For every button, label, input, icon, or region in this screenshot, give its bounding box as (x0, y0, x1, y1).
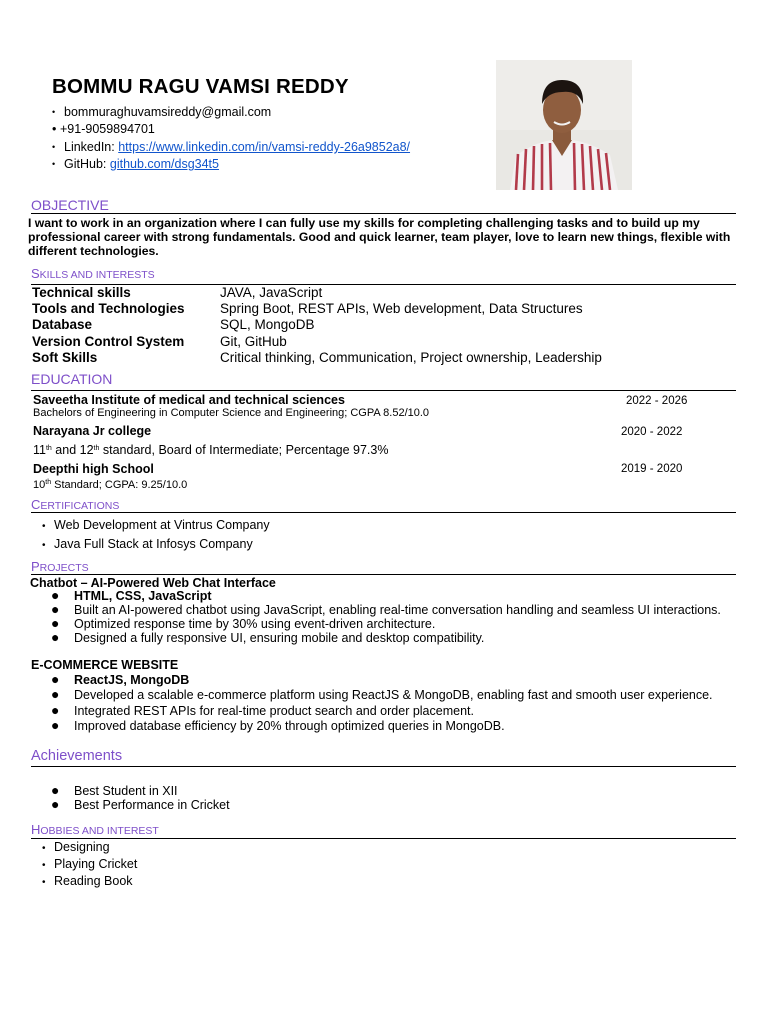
education-years: 2020 - 2022 (621, 426, 683, 438)
education-institution: Deepthi high School (33, 462, 154, 476)
projects-heading (31, 559, 89, 574)
achievement-item (51, 798, 230, 812)
project-tech (51, 589, 212, 603)
projects-heading-initial: P (31, 559, 40, 574)
achievement-text: Best Student in XII (74, 784, 178, 798)
detail-part: and 12 (51, 443, 94, 457)
bullet-icon: • (42, 877, 46, 888)
detail-sup: th (45, 445, 52, 452)
project-point-text: Designed a fully responsive UI, ensuring mobile and desktop compatibility. (74, 631, 485, 645)
skill-key: Soft Skills (32, 349, 98, 365)
disc-bullet-icon: ● (51, 671, 60, 687)
project-tech (51, 673, 189, 687)
project-point-text: Built an AI-powered chatbot using JavaScript, enabling real-time conversation handling and seamless UI interactions. (74, 603, 721, 617)
education-detail (33, 443, 388, 457)
bullet-icon: • (42, 540, 46, 551)
project-point (51, 617, 435, 631)
certification-text: Web Development at Vintrus Company (54, 518, 270, 532)
hobbies-divider (31, 838, 736, 839)
objective-heading: OBJECTIVE (31, 197, 109, 213)
disc-bullet-icon: ● (51, 782, 60, 798)
profile-photo (496, 60, 632, 190)
detail-part: 10 (33, 479, 46, 491)
education-institution: Narayana Jr college (33, 424, 152, 438)
phone-text: +91-9059894701 (60, 122, 155, 136)
linkedin-label: LinkedIn: (64, 140, 115, 154)
hobby-text: Designing (54, 840, 110, 854)
certifications-heading-initial: C (31, 497, 41, 512)
achievement-text: Best Performance in Cricket (74, 798, 230, 812)
certifications-divider (31, 512, 736, 513)
education-years: 2022 - 2026 (626, 395, 688, 407)
detail-part: 11 (33, 443, 46, 457)
linkedin-line (52, 140, 410, 154)
hobby-text: Playing Cricket (54, 857, 138, 871)
skill-value: Spring Boot, REST APIs, Web development, Data Structures (220, 301, 583, 317)
education-detail: Bachelors of Engineering in Computer Science and Engineering; CGPA 8.52/10.0 (33, 407, 430, 419)
certifications-heading (31, 497, 119, 512)
skill-key: Version Control System (32, 333, 185, 349)
list-item (42, 857, 137, 871)
skills-heading-initial: S (31, 266, 40, 281)
skill-value: Git, GitHub (220, 333, 287, 349)
detail-sup: th (45, 479, 52, 486)
skill-value: SQL, MongoDB (220, 317, 315, 333)
achievement-item (51, 784, 178, 798)
project-point (51, 704, 474, 718)
bullet-icon: • (42, 521, 46, 532)
skills-heading (31, 266, 155, 281)
objective-text: I want to work in an organization where I can fully use my skills for completing challenging tasks and to build up my professional career with strong fundamentals. Good and quick learner, team player, love to learn new things, flexible with different technologies. (28, 216, 731, 258)
bullet-icon: • (52, 142, 56, 152)
project-point-text: Improved database efficiency by 20% through optimized queries in MongoDB. (74, 719, 505, 733)
achievements-heading: Achievements (31, 748, 123, 764)
skills-heading-rest: KILLS AND INTERESTS (39, 269, 155, 281)
certification-text: Java Full Stack at Infosys Company (54, 537, 253, 551)
github-label: GitHub: (64, 157, 107, 171)
github-link[interactable]: github.com/dsg34t5 (109, 157, 219, 171)
list-item (42, 840, 110, 854)
email-line (52, 105, 271, 119)
hobbies-heading (31, 822, 159, 837)
detail-part: standard, Board of Intermediate; Percentage 97.3% (99, 443, 389, 457)
project-title: Chatbot – AI-Powered Web Chat Interface (30, 576, 276, 590)
list-item (42, 537, 253, 551)
github-line (52, 157, 219, 171)
education-heading: EDUCATION (31, 371, 113, 387)
disc-bullet-icon: ● (51, 686, 60, 702)
email-text: bommuraghuvamsireddy@gmail.com (64, 105, 272, 119)
hobbies-heading-initial: H (31, 822, 41, 837)
list-item (42, 874, 133, 888)
hobby-text: Reading Book (54, 874, 133, 888)
detail-part: Standard; CGPA: 9.25/10.0 (51, 479, 188, 491)
bullet-icon: • (42, 860, 46, 871)
project-tech-text: ReactJS, MongoDB (74, 673, 190, 687)
skill-value: Critical thinking, Communication, Project ownership, Leadership (220, 349, 602, 365)
phone-line (52, 122, 155, 136)
projects-heading-rest: ROJECTS (39, 562, 89, 574)
project-point-text: Integrated REST APIs for real-time product search and order placement. (74, 704, 474, 718)
education-years: 2019 - 2020 (621, 463, 683, 475)
project-point-text: Optimized response time by 30% using event-driven architecture. (74, 617, 436, 631)
skill-key: Tools and Technologies (32, 301, 185, 317)
disc-bullet-icon: ● (51, 587, 60, 603)
projects-divider (31, 574, 736, 575)
bullet-icon: • (52, 122, 57, 136)
certifications-heading-rest: ERTIFICATIONS (40, 500, 120, 512)
linkedin-link[interactable]: https://www.linkedin.com/in/vamsi-reddy-26a9852a8/ (118, 140, 411, 154)
project-point (51, 719, 505, 733)
objective-divider (31, 213, 736, 214)
project-point (51, 603, 721, 617)
bullet-icon: • (52, 107, 56, 117)
education-detail (33, 479, 187, 491)
detail-sup: th (93, 445, 100, 452)
project-title: E-COMMERCE WEBSITE (31, 658, 179, 672)
disc-bullet-icon: ● (51, 796, 60, 812)
project-point-text: Developed a scalable e-commerce platform using ReactJS & MongoDB, enabling fast and smooth user experience. (74, 688, 713, 702)
bullet-icon: • (42, 843, 46, 854)
hobbies-heading-rest: OBBIES AND INTEREST (40, 825, 159, 837)
education-divider (31, 390, 736, 391)
candidate-name: BOMMU RAGU VAMSI REDDY (52, 75, 349, 98)
disc-bullet-icon: ● (51, 629, 60, 645)
project-tech-text: HTML, CSS, JavaScript (74, 589, 212, 603)
project-point (51, 688, 713, 702)
disc-bullet-icon: ● (51, 702, 60, 718)
education-institution: Saveetha Institute of medical and technical sciences (33, 393, 345, 407)
skill-key: Database (32, 317, 93, 333)
skills-divider (31, 284, 736, 285)
disc-bullet-icon: ● (51, 615, 60, 631)
disc-bullet-icon: ● (51, 601, 60, 617)
bullet-icon: • (52, 159, 56, 169)
disc-bullet-icon: ● (51, 717, 60, 733)
project-point (51, 631, 484, 645)
skill-value: JAVA, JavaScript (220, 285, 323, 300)
skill-key: Technical skills (32, 285, 131, 300)
achievements-divider (31, 766, 736, 767)
list-item (42, 518, 270, 532)
